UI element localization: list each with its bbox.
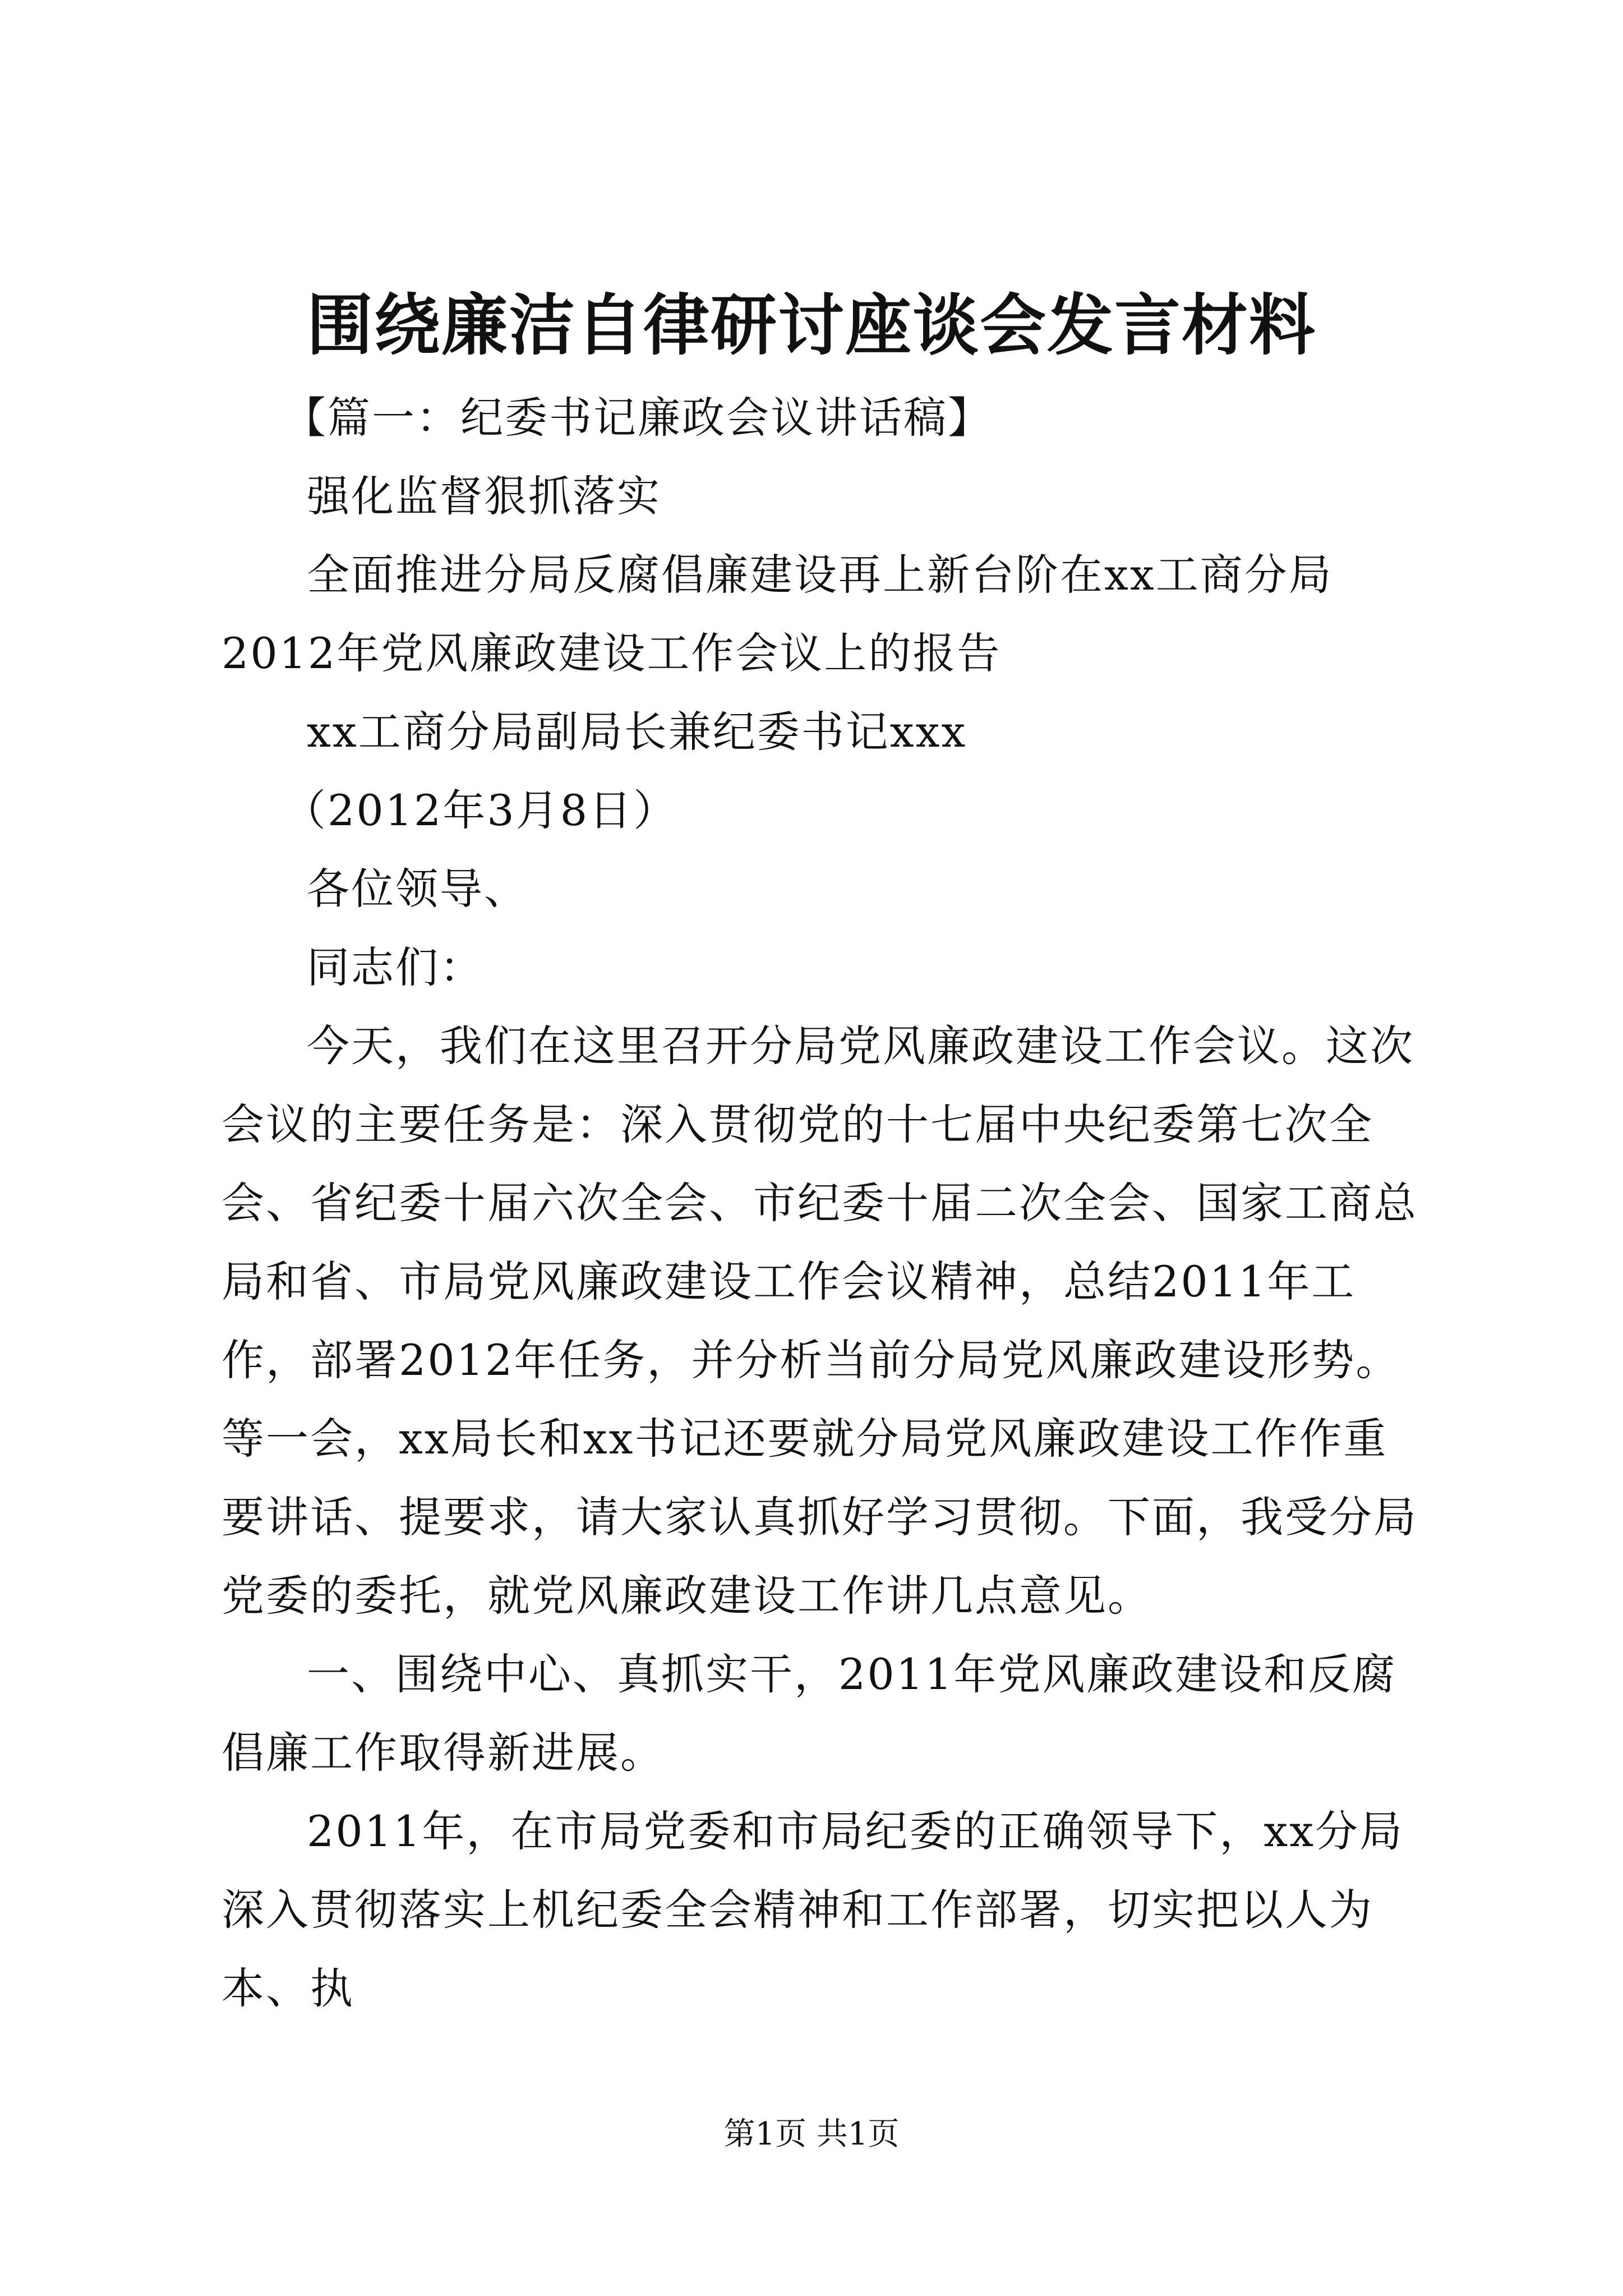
section-heading: 【篇一：纪委书记廉政会议讲话稿】: [283, 393, 992, 443]
body-paragraph: 2011年，在市局党委和市局纪委的正确领导下，xx分局深入贯彻落实上机纪委全会精神和工作部署，切实把以人为本、执: [222, 1806, 1404, 2013]
page-number-footer: 第1页 共1页: [723, 2116, 900, 2152]
salutation-leaders: 各位领导、: [307, 864, 528, 914]
body-paragraph: 今天，我们在这里召开分局党风廉政建设工作会议。这次会议的主要任务是：深入贯彻党的十七届中央纪委第七次全会、省纪委十届六次全会、市纪委十届二次全会、国家工商总局和省、市局党风廉政建设工作会议精神，总结2011年工作，部署2012年任务，并分析当前分局党风廉政建设形势。等一会，xx局长和xx书记还要就分局党风廉政建设工作作重要讲话、提要求，请大家认真抓好学习贯彻。下面，我受分局党委的委托，就党风廉政建设工作讲几点意见。: [222, 1021, 1418, 1621]
section-one-heading: 一、围绕中心、真抓实干，2011年党风廉政建设和反腐倡廉工作取得新进展。: [222, 1649, 1397, 1778]
report-title: 全面推进分局反腐倡廉建设再上新台阶在xx工商分局2012年党风廉政建设工作会议上的报告: [222, 550, 1333, 678]
salutation-comrades: 同志们：: [307, 942, 484, 992]
date-line: （2012年3月8日）: [283, 785, 678, 835]
speaker-line: xx工商分局副局长兼纪委书记xxx: [307, 707, 967, 757]
document-body: [222, 379, 1427, 2028]
report-subtitle: 强化监督狠抓落实: [307, 471, 661, 521]
document-title: 围绕廉洁自律研讨座谈会发言材料: [306, 286, 1316, 364]
